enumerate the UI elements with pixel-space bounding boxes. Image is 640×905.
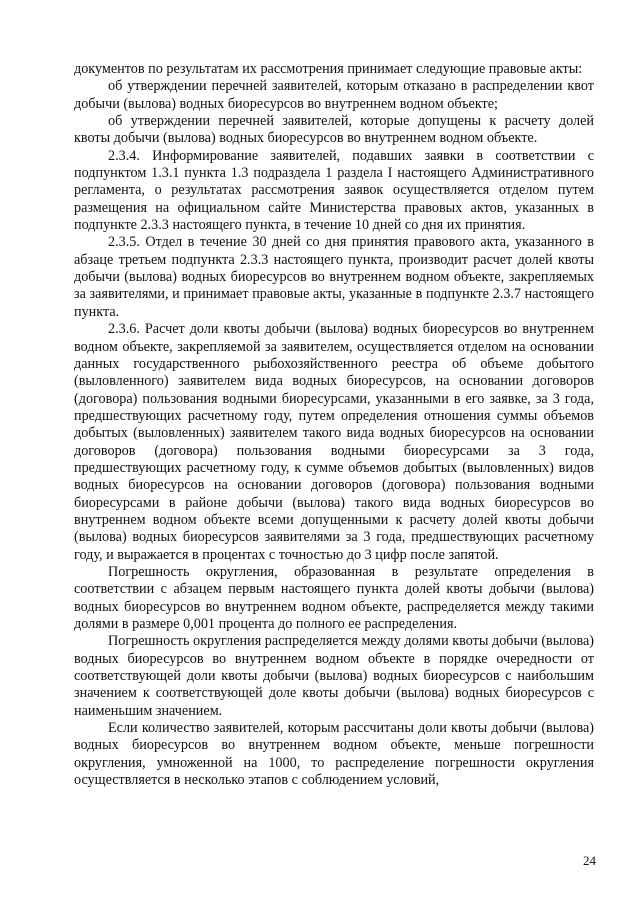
paragraph-2-3-4: 2.3.4. Информирование заявителей, подавших заявки в соответствии с подпунктом 1.3.1 пункта 1.3 подраздела 1 раздела I настоящего Административного регламента, о результатах рассмотрения заявок осуществляется отделом путем размещения на официальном сайте Министерства правовых актов, указанных в подпункте 2.3.3 настоящего пункта, в течение 10 дней со дня их принятия. <box>74 147 594 234</box>
paragraph-rounding-distribution: Погрешность округления распределяется между долями квоты добычи (вылова) водных биоресурсов во внутреннем водном объекте в порядке очередности от соответствующей доли квоты добычи (вылова) водных биоресурсов с наибольшим значением к соответствующей доле квоты добычи (вылова) водных биоресурсов с наименьшим значением. <box>74 633 594 719</box>
paragraph-admitted-list: об утверждении перечней заявителей, которые допущены к расчету долей квоты добычи (вылова) водных биоресурсов во внутреннем водном объекте. <box>74 113 594 147</box>
paragraph-2-3-6: 2.3.6. Расчет доли квоты добычи (вылова) водных биоресурсов во внутреннем водном объекте, закрепляемой за заявителем, осуществляется отделом на основании данных государственного рыбохозяйственного реестра об объеме добытого (выловленного) заявителем вида водных биоресурсов, на основании договоров (договора) пользования водными биоресурсами, указанными в его заявке, за 3 года, предшествующих расчетному году, путем определения отношения суммы объемов добытых (выловленных) заявителем такого вида водных биоресурсов на основании договоров (договора) пользования водными биоресурсами за 3 года, предшествующих расчетному году, к сумме объемов добытых (выловленных) видов водных биоресурсов на основании договоров (договора) пользования водными биоресурсами в районе добычи (вылова) такого вида водных биоресурсов во внутреннем водном объекте всеми допущенными к расчету долей квоты добычи (вылова) водных биоресурсов заявителями за 3 года, предшествующих расчетному году, и выражается в процентах с точностью до 3 цифр после запятой. <box>74 321 594 563</box>
paragraph-2-3-5: 2.3.5. Отдел в течение 30 дней со дня принятия правового акта, указанного в абзаце третьем подпункта 2.3.3 настоящего пункта, производит расчет долей квоты добычи (вылова) водных биоресурсов во внутреннем водном объекте, закрепляемых за заявителями, и принимает правовые акты, указанные в подпункте 2.3.7 настоящего пункта. <box>74 234 594 320</box>
paragraph-refusal-list: об утверждении перечней заявителей, которым отказано в распределении квот добычи (вылова) водных биоресурсов во внутреннем водном объекте; <box>74 78 594 112</box>
paragraph-rounding-error: Погрешность округления, образованная в результате определения в соответствии с абзацем первым настоящего пункта долей квоты добычи (вылова) водных биоресурсов во внутреннем водном объекте, распределяется между такими долями в размере 0,001 процента до полного ее распределения. <box>74 563 594 632</box>
page-number: 24 <box>583 853 596 868</box>
paragraph-applicant-count: Если количество заявителей, которым рассчитаны доли квоты добычи (вылова) водных биоресурсов во внутреннем водном объекте, меньше погрешности округления, умноженной на 1000, то распределение погрешности округления осуществляется в несколько этапов с соблюдением условий, <box>74 720 594 789</box>
document-body <box>74 61 594 789</box>
paragraph-continuation: документов по результатам их рассмотрения принимает следующие правовые акты: <box>74 61 583 77</box>
